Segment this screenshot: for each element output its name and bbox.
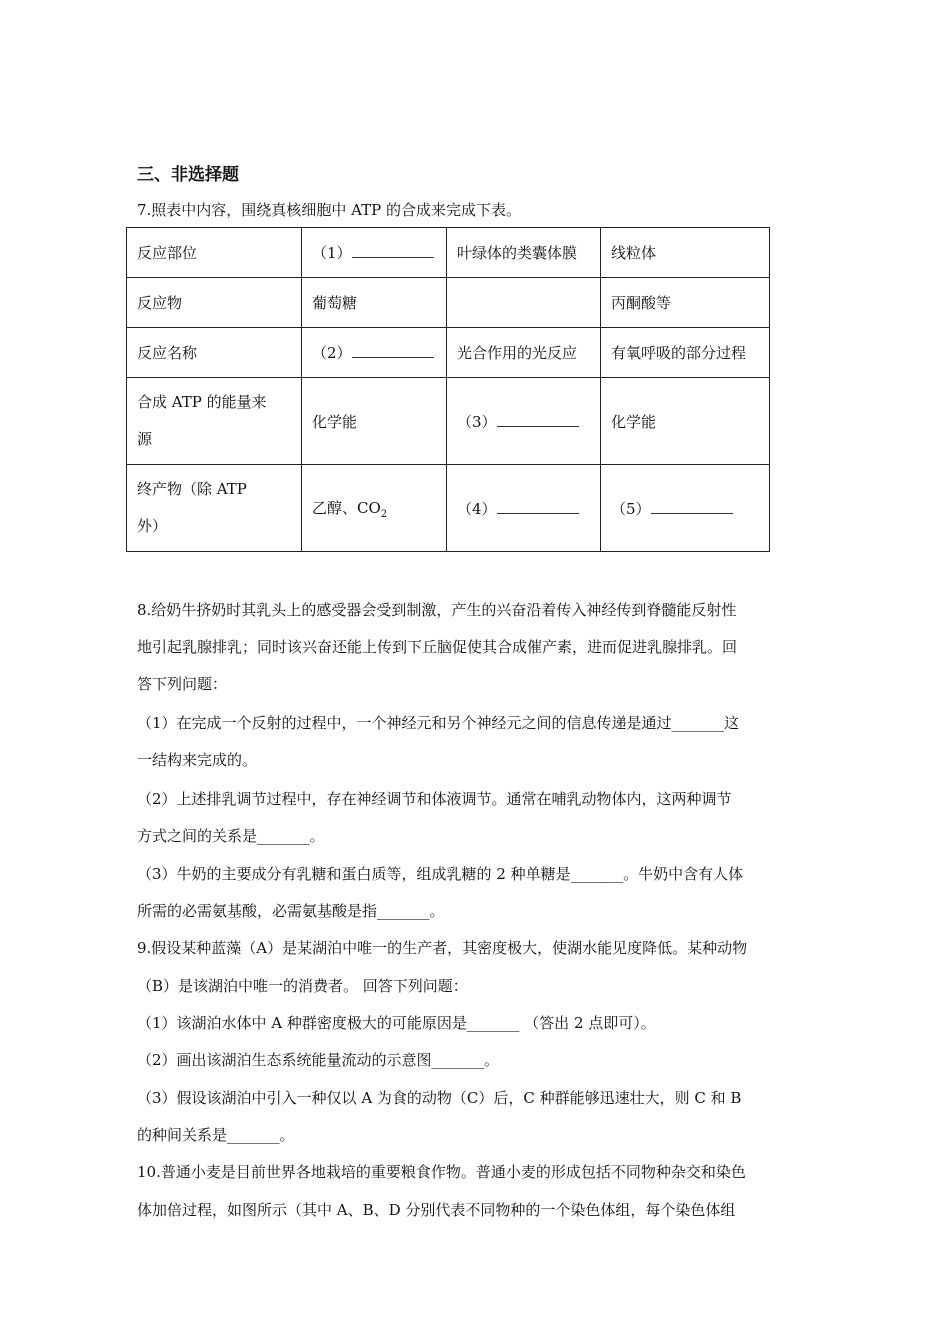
q8-line: 8.给奶牛挤奶时其乳头上的感受器会受到制激，产生的兴奋沿着传入神经传到脊髓能反射性	[137, 601, 737, 619]
q10-line: 10.普通小麦是目前世界各地栽培的重要粮食作物。普通小麦的形成包括不同物种杂交和染色	[137, 1163, 746, 1181]
q9-line: （3）假设该湖泊中引入一种仅以 A 为食的动物（C）后，C 种群能够迅速壮大，则 C 和 B	[137, 1089, 742, 1107]
answer-blank-1	[352, 245, 434, 258]
cell-line: 终产物（除 ATP	[137, 480, 247, 498]
table-cell: 丙酮酸等	[601, 278, 770, 328]
table-row	[127, 328, 770, 378]
table-cell	[302, 465, 447, 552]
table-row	[127, 278, 770, 328]
table-cell	[302, 228, 447, 278]
answer-blank-3	[497, 414, 579, 427]
cell-line: 源	[137, 430, 153, 448]
blank-label: （1）	[312, 244, 352, 262]
q8-line: （1）在完成一个反射的过程中，一个神经元和另个神经元之间的信息传递是通过_______这	[137, 714, 740, 732]
answer-blank-4	[497, 501, 579, 514]
table-cell	[601, 465, 770, 552]
atp-table	[126, 227, 770, 552]
table-cell: 化学能	[601, 378, 770, 465]
q9-line: （1）该湖泊水体中 A 种群密度极大的可能原因是_______ （答出 2 点即可）。	[137, 1014, 656, 1032]
table-cell	[302, 328, 447, 378]
table-cell	[447, 465, 601, 552]
table-cell: 光合作用的光反应	[447, 328, 601, 378]
table-cell: 线粒体	[601, 228, 770, 278]
cell-line: 外）	[137, 517, 168, 535]
blank-label: （2）	[312, 344, 352, 362]
table-cell: 反应物	[127, 278, 302, 328]
cell-line: 合成 ATP 的能量来	[137, 393, 267, 411]
q8-line: （3）牛奶的主要成分有乳糖和蛋白质等，组成乳糖的 2 种单糖是_______。牛奶中含有人体	[137, 865, 744, 883]
table-row	[127, 465, 770, 552]
q9-line: 的种间关系是_______。	[137, 1126, 295, 1144]
q9-line: 9.假设某种蓝藻（A）是某湖泊中唯一的生产者，其密度极大，使湖水能见度降低。某种动物	[137, 939, 748, 957]
answer-blank-5	[651, 501, 733, 514]
q9-line: （2）画出该湖泊生态系统能量流动的示意图_______。	[137, 1051, 500, 1069]
q8-line: 方式之间的关系是_______。	[137, 827, 325, 845]
table-cell	[447, 378, 601, 465]
q8-line: （2）上述排乳调节过程中，存在神经调节和体液调节。通常在哺乳动物体内，这两种调节	[137, 790, 732, 808]
blank-label: （3）	[457, 412, 497, 431]
table-cell: 葡萄糖	[302, 278, 447, 328]
table-row	[127, 228, 770, 278]
blank-label: （4）	[457, 499, 497, 518]
blank-label: （5）	[611, 499, 651, 518]
q8-line: 所需的必需氨基酸，必需氨基酸是指_______。	[137, 902, 445, 920]
table-cell: 叶绿体的类囊体膜	[447, 228, 601, 278]
table-cell: 反应部位	[127, 228, 302, 278]
co2-subscript: 2	[380, 508, 388, 520]
ethanol-co2-label: 乙醇、CO	[312, 498, 381, 517]
table-cell	[447, 278, 601, 328]
table-cell	[127, 378, 302, 465]
q7-stem: 7.照表中内容，围绕真核细胞中 ATP 的合成来完成下表。	[137, 201, 521, 219]
table-cell	[127, 465, 302, 552]
q8-line: 地引起乳腺排乳；同时该兴奋还能上传到下丘脑促使其合成催产素，进而促进乳腺排乳。回	[137, 638, 738, 656]
table-cell: 反应名称	[127, 328, 302, 378]
q8-line: 一结构来完成的。	[137, 751, 258, 769]
q9-line: （B）是该湖泊中唯一的消费者。 回答下列问题：	[137, 977, 468, 995]
table-cell: 化学能	[302, 378, 447, 465]
answer-blank-2	[352, 345, 434, 358]
q10-line: 体加倍过程，如图所示（其中 A、B、D 分别代表不同物种的一个染色体组，每个染色体组	[137, 1201, 736, 1219]
table-row	[127, 378, 770, 465]
section-title: 三、非选择题	[137, 165, 239, 185]
table-cell: 有氧呼吸的部分过程	[601, 328, 770, 378]
q8-line: 答下列问题：	[137, 675, 228, 693]
